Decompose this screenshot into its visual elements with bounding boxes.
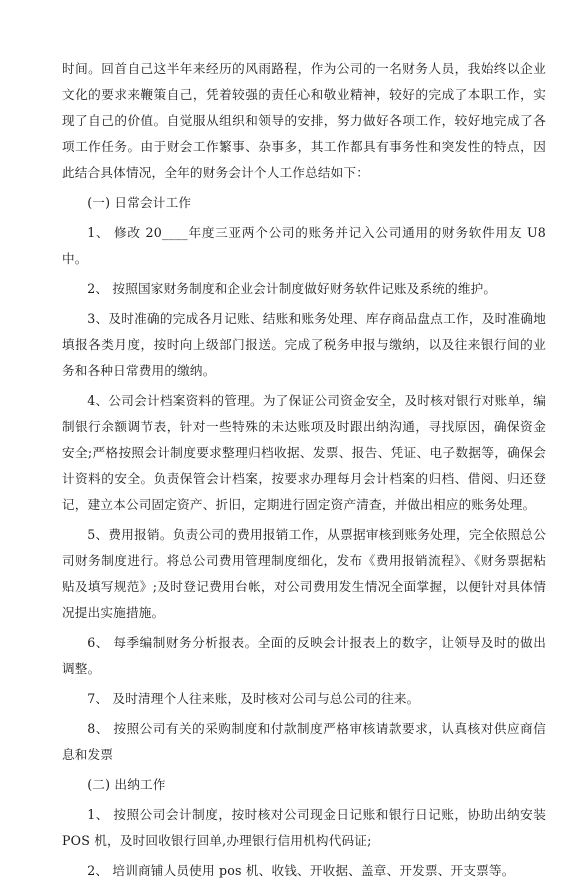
list-item: 2、 培训商铺人员使用 pos 机、收钱、开收据、盖章、开发票、开支票等。 (87, 863, 515, 878)
document-body (62, 56, 546, 884)
list-item: 4、公司会计档案资料的管理。为了保证公司资金安全，及时核对银行对账单，编制银行余额调节表，针对一些特殊的未达账项及时跟出纳沟通，寻找原因，确保资金安全;严格按照会计制度要求整理归档收据、发票、报告、凭证、电子数据等，确保会计资料的安全。负责保管会计档案，按要求办理每月会计档案的归档、借阅、归还登记，建立本公司固定资产、折旧，定期进行固定资产清查，并做出相应的账务处理。 (62, 393, 546, 512)
intro-paragraph: 时间。回首自己这半年来经历的风雨路程，作为公司的一名财务人员，我始终以企业文化的要求来鞭策自己，凭着较强的责任心和敬业精神，较好的完成了本职工作，实现了自己的价值。自觉服从组织和领导的安排，努力做好各项工作，较好地完成了各项工作任务。由于财会工作繁事、杂事多，其工作都具有事务性和突发性的特点，因此结合具体情况，全年的财务会计个人工作总结如下： (62, 61, 546, 180)
list-item: 3、及时准确的完成各月记账、结账和账务处理、库存商品盘点工作，及时准确地填报各类月度，按时向上级部门报送。完成了税务申报与缴纳，以及往来银行间的业务和各种日常费用的缴纳。 (62, 311, 546, 378)
list-item: 7、 及时清理个人往来账，及时核对公司与总公司的往来。 (87, 691, 420, 706)
list-item: 1、 按照公司会计制度，按时核对公司现金日记账和银行日记账，协助出纳安装 POS 机，及时回收银行回单,办理银行信用机构代码证; (62, 807, 546, 848)
list-item: 1、 修改 20____年度三亚两个公司的账务并记入公司通用的财务软件用友 U8 中。 (62, 225, 546, 266)
section-heading-daily-accounting: (一) 日常会计工作 (87, 195, 192, 210)
list-item: 5、费用报销。负责公司的费用报销工作，从票据审核到账务处理，完全依照总公司财务制度进行。将总公司费用管理制度细化，发布《费用报销流程》、《财务票据粘贴及填写规范》;及时登记费用台帐，对公司费用发生情况全面掌握，以便针对具体情况提出实施措施。 (62, 527, 546, 620)
list-item: 2、 按照国家财务制度和企业会计制度做好财务软件记账及系统的维护。 (87, 281, 497, 296)
list-item: 8、 按照公司有关的采购制度和付款制度严格审核请款要求，认真核对供应商信息和发票 (62, 721, 546, 762)
section-heading-cashier: (二) 出纳工作 (87, 777, 166, 792)
list-item: 6、 每季编制财务分析报表。全面的反映会计报表上的数字，让领导及时的做出调整。 (62, 635, 546, 676)
